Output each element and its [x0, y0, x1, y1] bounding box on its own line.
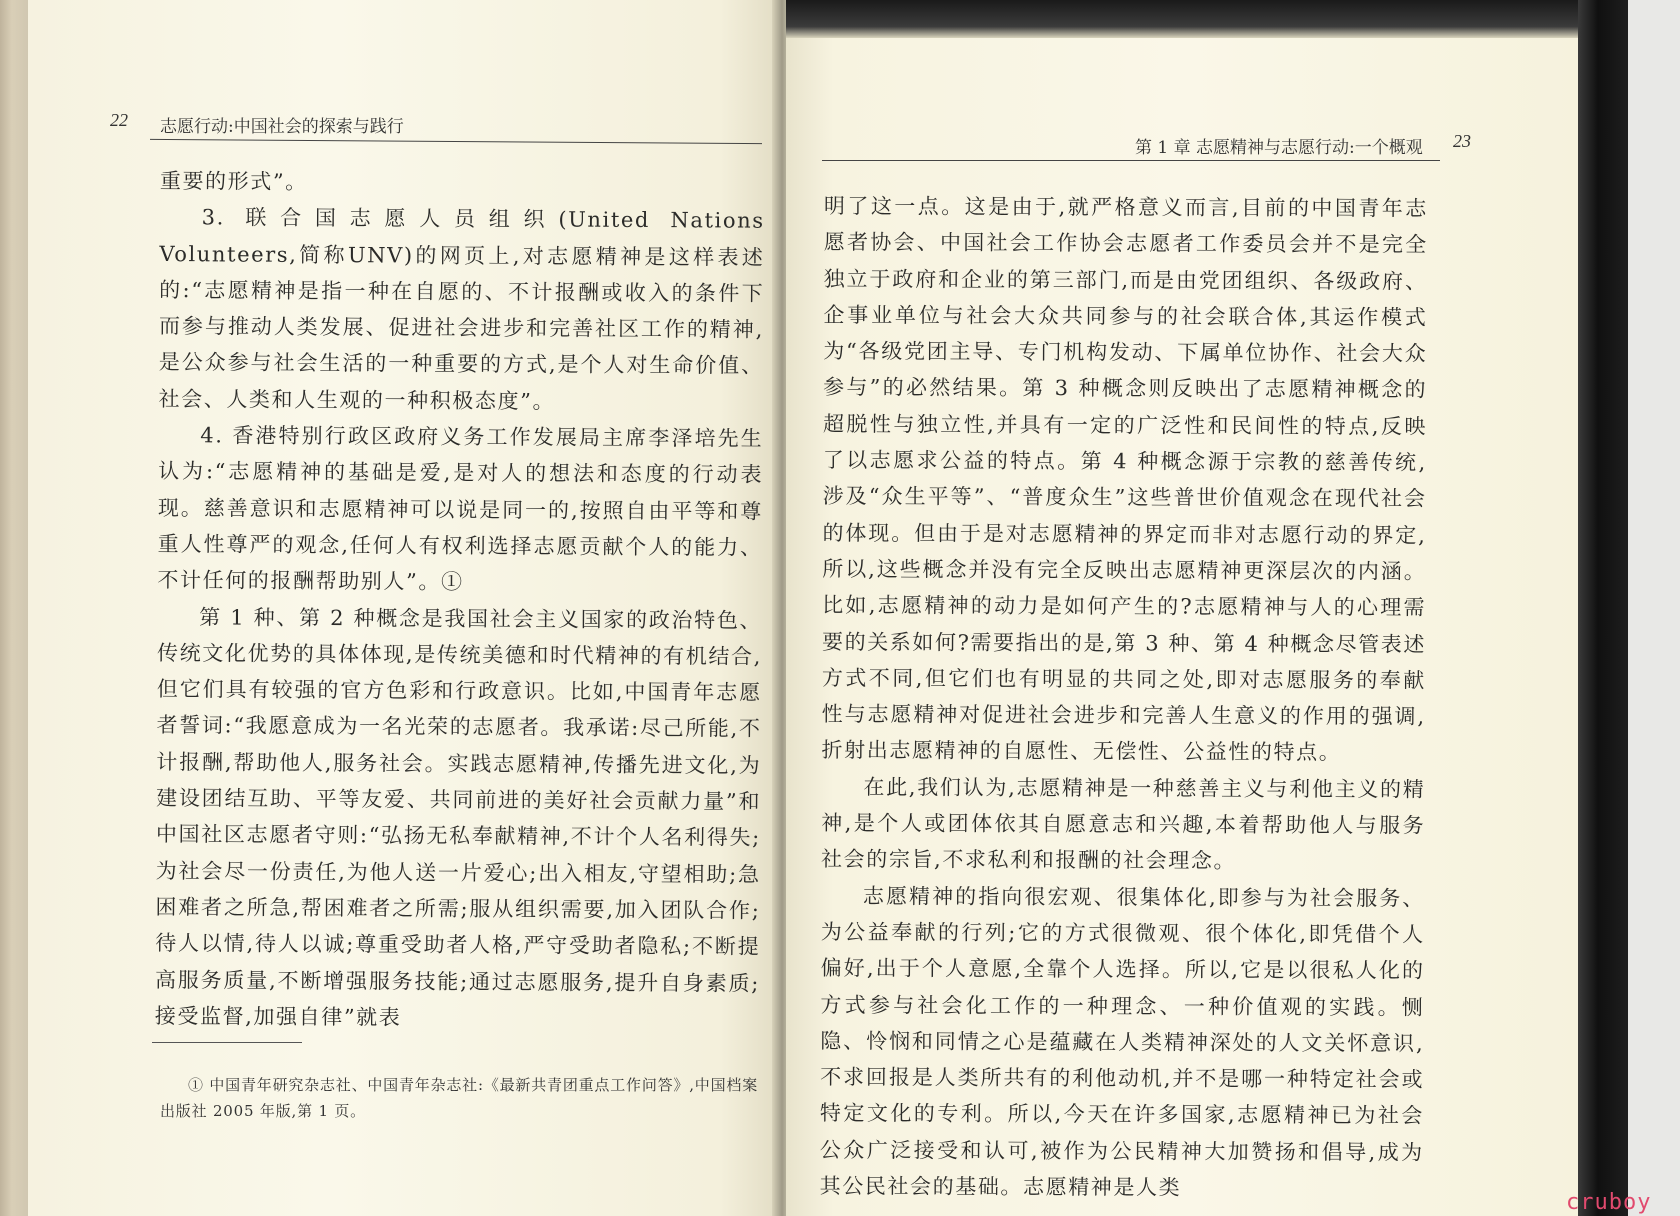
- right-header-rule: [822, 160, 1440, 161]
- scan-background: [1628, 0, 1680, 1216]
- paragraph: 明了这一点。这是由于,就严格意义而言,目前的中国青年志愿者协会、中国社会工作协会志愿者工作委员会并不是完全独立于政府和企业的第三部门,而是由党团组织、各级政府、企事业单位与社会大众共同参与的社会联合体,其运作模式为“各级党团主导、专门机构发动、下属单位协作、社会大众参与”的必然结果。第 3 种概念则反映出了志愿精神概念的超脱性与独立性,并具有一定的广泛性和民间性的特点,反映了以志愿求公益的特点。第 4 种概念源于宗教的慈善传统,涉及“众生平等”、“普度众生”这些普世价值观念在现代社会的体现。但由于是对志愿精神的界定而非对志愿行动的界定,所以,这些概念并没有完全反映出志愿精神更深层次的内涵。比如,志愿精神的动力是如何产生的?志愿精神与人的心理需要的关系如何?需要指出的是,第 3 种、第 4 种概念尽管表述方式不同,但它们也有明显的共同之处,即对志愿服务的奉献性与志愿精神对促进社会进步和完善人生意义的作用的强调,折射出志愿精神的自愿性、无偿性、公益性的特点。: [821, 193, 1428, 765]
- paragraph: 在此,我们认为,志愿精神是一种慈善主义与利他主义的精神,是个人或团体依其自愿意志和兴趣,本着帮助他人与服务社会的宗旨,不求私利和报酬的社会理念。: [821, 774, 1426, 874]
- left-body-text: [155, 163, 765, 1038]
- book-cover-edge: [1578, 0, 1628, 1216]
- right-running-title: 第 1 章 志愿精神与志愿行动:一个概观: [1135, 138, 1423, 158]
- page-edges: [0, 0, 30, 1216]
- scan-top-shadow: [786, 0, 1628, 38]
- paragraph: 第 1 种、第 2 种概念是我国社会主义国家的政治特色、传统文化优势的具体体现,是传统美德和时代精神的有机结合,但它们具有较强的官方色彩和行政意识。比如,中国青年志愿者誓词:“我愿意成为一名光荣的志愿者。我承诺:尽己所能,不计报酬,帮助他人,服务社会。实践志愿精神,传播先进文化,为建设团结互助、平等友爱、共同前进的美好社会贡献力量”和中国社区志愿者守则:“弘扬无私奉献精神,不计个人名利得失;为社会尽一份责任,为他人送一片爱心;出入相友,守望相助;急困难者之所急,帮困难者之所需;服从组织需要,加入团队合作;待人以情,待人以诚;尊重受助者人格,严守受助者隐私;不断提高服务质量,不断增强服务技能;通过志愿服务,提升自身素质;接受监督,加强自律”就表: [154, 604, 763, 1030]
- paragraph: 4. 香港特别行政区政府义务工作发展局主席李泽培先生认为:“志愿精神的基础是爱,是对人的想法和态度的行动表现。慈善意识和志愿精神可以说是同一的,按照自由平等和尊重人性尊严的观念,任何人有权利选择志愿贡献个人的能力、不计任何的报酬帮助别人”。①: [157, 423, 764, 595]
- left-running-title: 志愿行动:中国社会的探索与践行: [160, 117, 404, 137]
- paragraph: 3. 联合国志愿人员组织(United Nations Volunteers,简称UNV)的网页上,对志愿精神是这样表述的:“志愿精神是指一种在自愿的、不计报酬或收入的条件下而参与推动人类发展、促进社会进步和完善社区工作的精神,是公众参与社会生活的一种重要的方式,是个人对生命价值、社会、人类和人生观的一种积极态度”。: [158, 205, 765, 414]
- paragraph: 重要的形式”。: [159, 168, 308, 194]
- paragraph: 志愿精神的指向很宏观、很集体化,即参与为社会服务、为公益奉献的行列;它的方式很微观、很个体化,即凭借个人偏好,出于个人意愿,全靠个人选择。所以,它是以很私人化的方式参与社会化工作的一种理念、一种价值观的实践。恻隐、怜悯和同情之心是蕴藏在人类精神深处的人文关怀意识,不求回报是人类所共有的利他动机,并不是哪一种特定社会或特定文化的专利。所以,今天在许多国家,志愿精神已为社会公众广泛接受和认可,被作为公民精神大加赞扬和倡导,成为其公民社会的基础。志愿精神是人类: [819, 883, 1425, 1200]
- footnote-rule: [152, 1042, 302, 1043]
- footnote: ① 中国青年研究杂志社、中国青年杂志社:《最新共青团重点工作问答》,中国档案出版社 2005 年版,第 1 页。: [160, 1076, 758, 1120]
- scanner-watermark: cruboy: [1566, 1190, 1652, 1215]
- left-page-number: 22: [110, 110, 128, 130]
- right-body-text: [820, 188, 1428, 1207]
- right-page-number: 23: [1453, 131, 1471, 151]
